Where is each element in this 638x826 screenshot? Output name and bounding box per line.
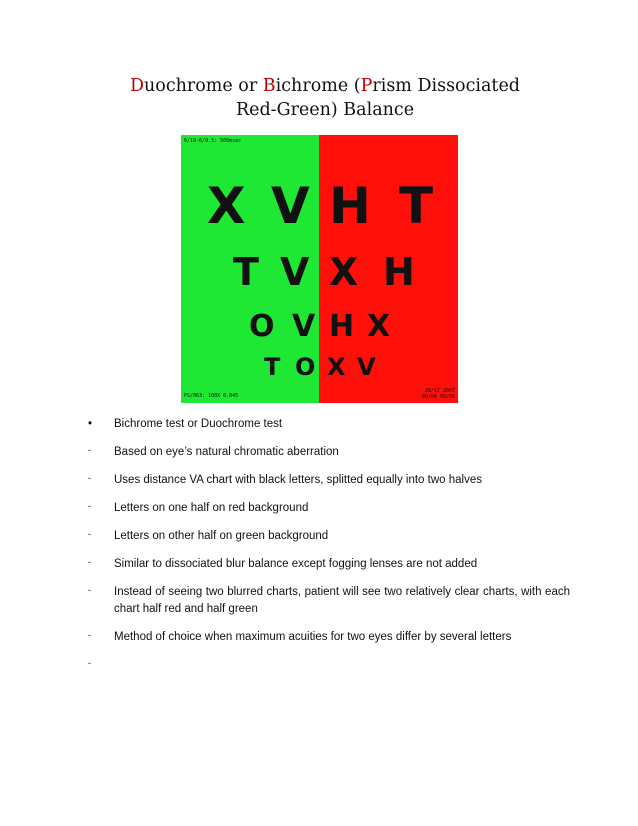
chart-letter: V xyxy=(292,309,316,344)
chart-top-left-label: 6/19-6/9.5: 500msec xyxy=(184,138,242,144)
title-initial-p: P xyxy=(360,76,373,96)
dash-marker: - xyxy=(88,585,91,595)
dash-marker: - xyxy=(88,529,91,539)
list-item xyxy=(88,556,570,573)
list-item xyxy=(88,584,570,618)
chart-bottom-right-label: 28/12 2007 xyxy=(424,388,455,394)
chart-bottom-right-label: 00/04 00/05 xyxy=(421,394,455,400)
chart-letter: T xyxy=(233,250,259,294)
bullet-list xyxy=(88,416,570,668)
chart-letter: X xyxy=(327,353,346,381)
dash-marker: - xyxy=(88,557,91,567)
list-item-text: Letters on other half on green background xyxy=(114,530,329,542)
red-half xyxy=(319,135,458,403)
dash-marker: - xyxy=(88,445,91,455)
chart-letter: H xyxy=(383,250,415,294)
chart-letter: T xyxy=(264,353,281,381)
list-item xyxy=(88,500,570,517)
chart-letter: V xyxy=(357,353,376,381)
dash-marker: - xyxy=(88,630,91,640)
title-initial-d: D xyxy=(129,76,145,96)
list-item-text: Similar to dissociated blur balance except fogging lenses are not added xyxy=(114,558,478,570)
list-item-text: Bichrome test or Duochrome test xyxy=(114,418,283,430)
dash-marker: - xyxy=(88,473,91,483)
list-item-text: Method of choice when maximum acuities for two eyes differ by several letters xyxy=(114,631,512,643)
list-item xyxy=(88,528,570,545)
list-item xyxy=(88,416,570,433)
list-item xyxy=(88,472,570,489)
list-item xyxy=(88,629,570,646)
page-title xyxy=(110,74,540,122)
chart-bottom-left-label: PS/063: 100X 0.045 xyxy=(184,393,239,399)
chart-letter: O xyxy=(295,353,316,381)
dash-marker: - xyxy=(88,501,91,511)
list-item xyxy=(88,444,570,461)
title-segment: ichrome ( xyxy=(275,76,361,96)
chart-letter: H xyxy=(329,177,371,235)
bullet-marker: • xyxy=(88,418,93,430)
chart-letter: O xyxy=(249,309,275,344)
chart-letter: H xyxy=(329,309,355,344)
chart-letter: V xyxy=(271,177,310,235)
list-item-text: Based on eye’s natural chromatic aberration xyxy=(114,446,339,458)
list-item-text: Uses distance VA chart with black letters, splitted equally into two halves xyxy=(114,474,482,486)
dash-marker: - xyxy=(88,658,91,668)
title-segment: uochrome or xyxy=(144,76,263,96)
green-half xyxy=(181,135,319,403)
chart-letter: V xyxy=(280,250,310,294)
chart-letter: X xyxy=(207,177,246,235)
chart-letter: T xyxy=(399,177,434,235)
duochrome-chart-image xyxy=(181,135,458,403)
chart-letter: X xyxy=(329,250,359,294)
list-item-text: Instead of seeing two blurred charts, patient will see two relatively clear charts, with each chart half red and half green xyxy=(114,586,570,615)
list-item-text: Letters on one half on red background xyxy=(114,502,309,514)
chart-letter: X xyxy=(367,309,391,344)
title-initial-b: B xyxy=(262,76,276,96)
title-segment: rism Dissociated Red-Green) Balance xyxy=(235,76,521,120)
